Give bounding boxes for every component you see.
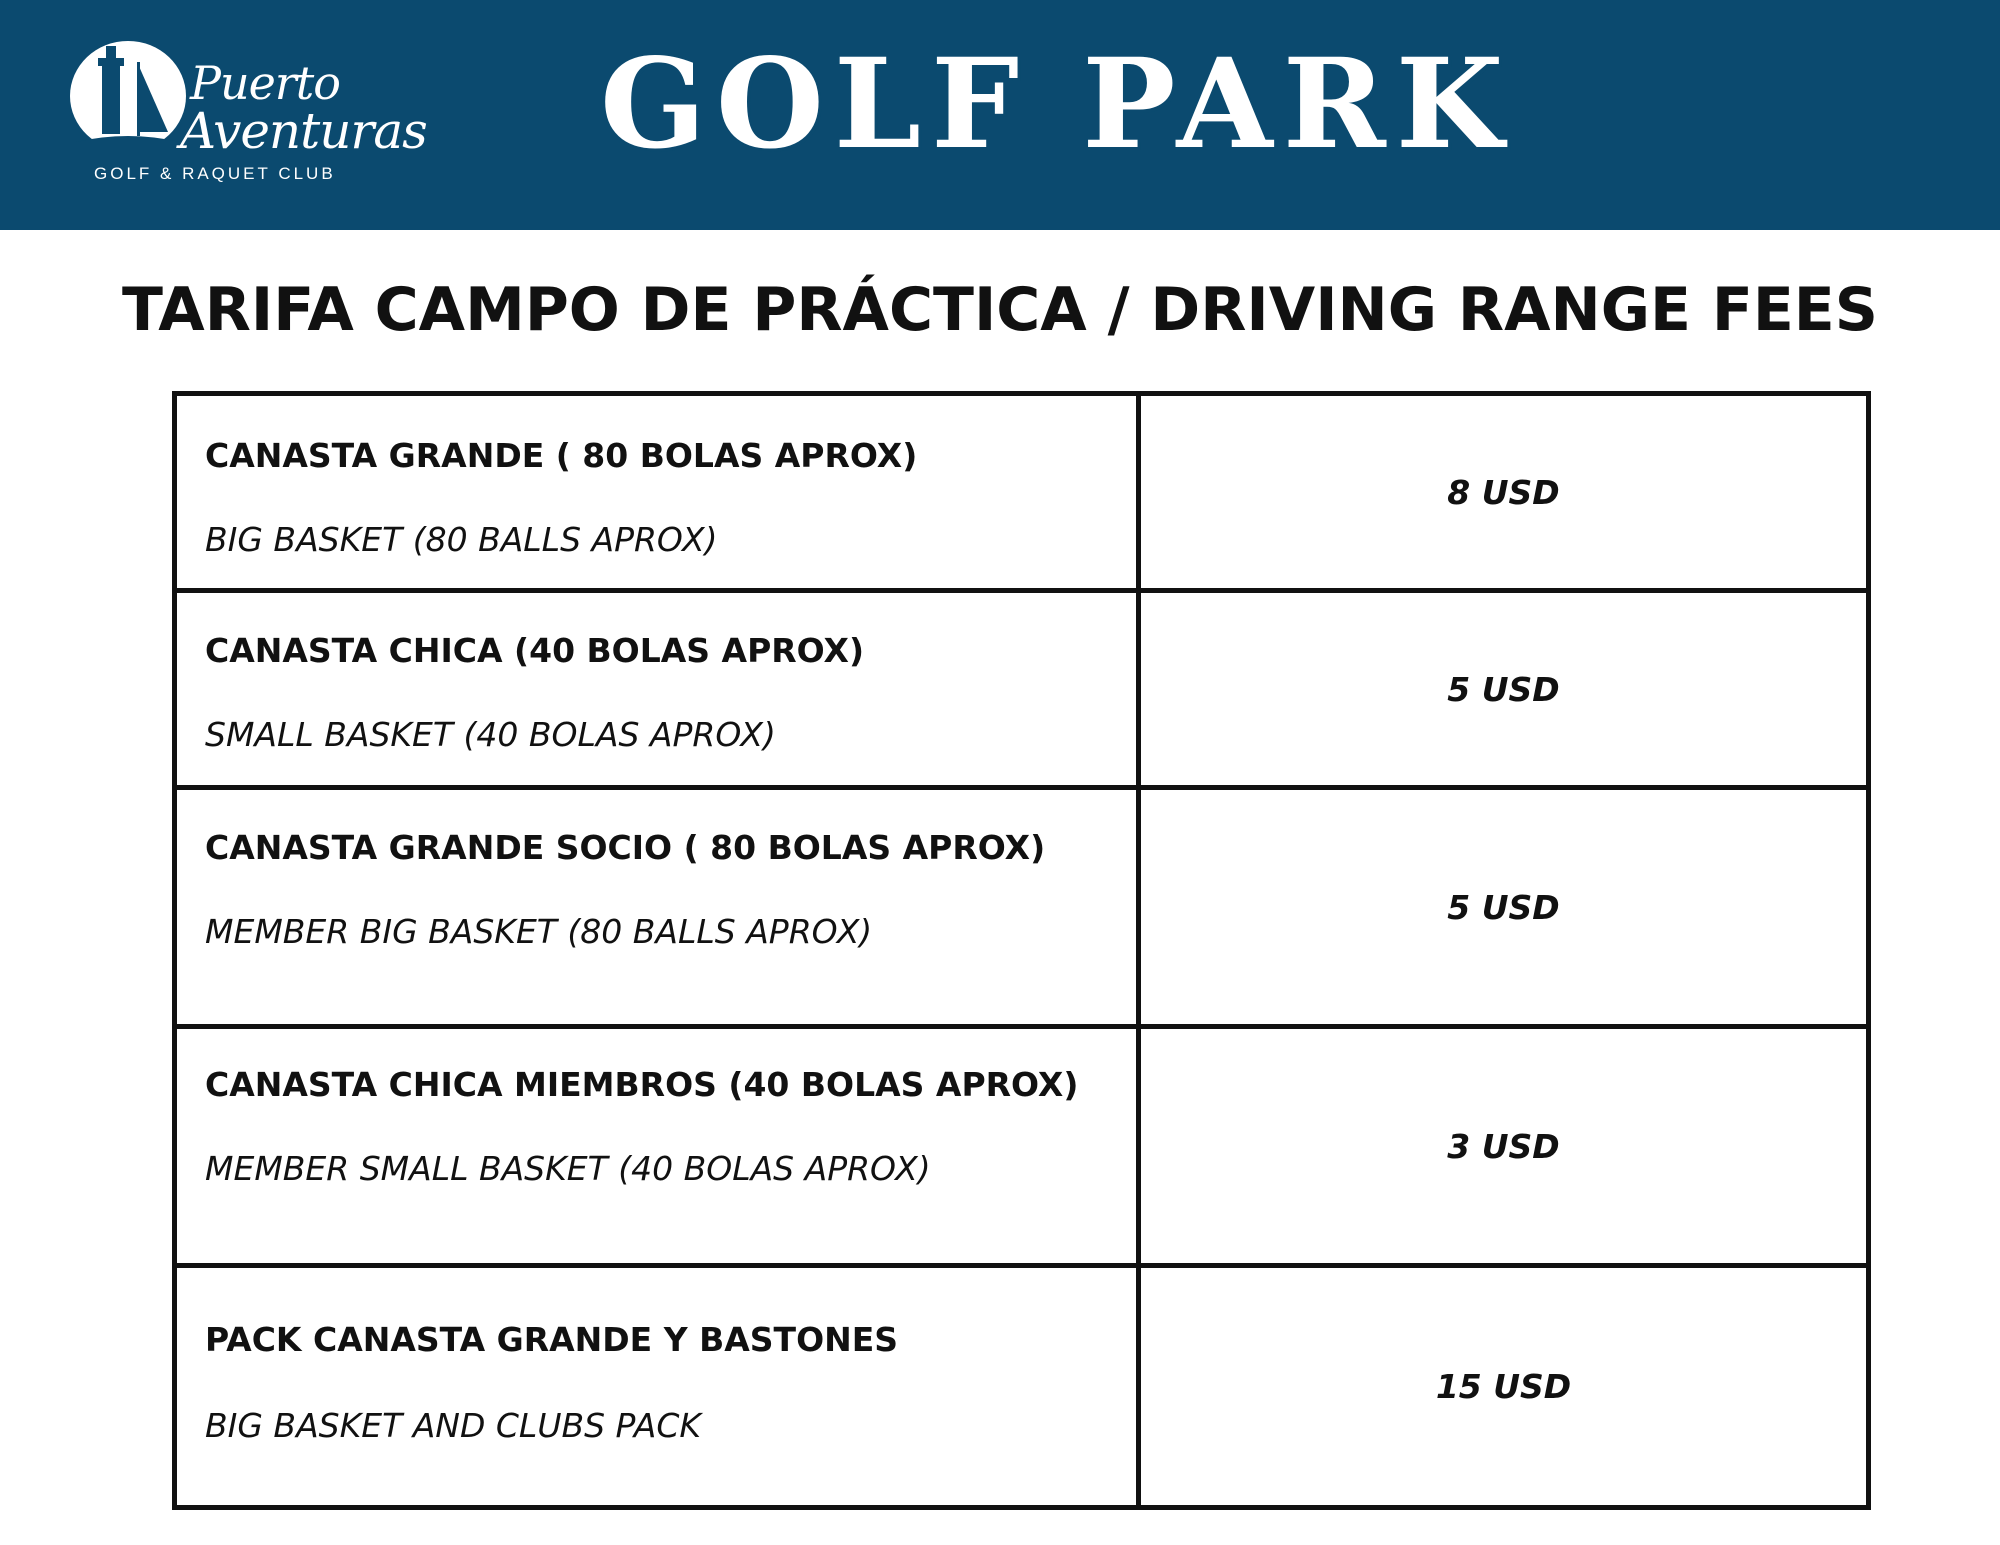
fee-price: 8 USD [1139, 394, 1869, 591]
fee-name-es: PACK CANASTA GRANDE Y BASTONES [205, 1320, 899, 1359]
fee-row [175, 591, 1869, 788]
logo-name-line2: Aventuras [180, 102, 427, 160]
fee-name-en: MEMBER SMALL BASKET (40 BOLAS APROX) [205, 1149, 931, 1188]
fee-name-en: BIG BASKET (80 BALLS APROX) [205, 520, 718, 559]
fee-name-es: CANASTA GRANDE ( 80 BOLAS APROX) [205, 436, 918, 475]
fee-row [175, 788, 1869, 1027]
logo-name-line1: Puerto [190, 56, 340, 110]
fee-name-en: BIG BASKET AND CLUBS PACK [205, 1406, 702, 1445]
fee-row [175, 394, 1869, 591]
fee-price: 15 USD [1139, 1266, 1869, 1508]
logo-subtitle: GOLF & RAQUET CLUB [94, 164, 336, 183]
lighthouse-sailboat-icon [68, 34, 188, 164]
fee-name-es: CANASTA GRANDE SOCIO ( 80 BOLAS APROX) [205, 828, 1046, 867]
header-banner [0, 0, 2000, 230]
fee-name-es: CANASTA CHICA (40 BOLAS APROX) [205, 631, 865, 670]
golf-park-title: GOLF PARK [600, 32, 1514, 177]
fee-row [175, 1266, 1869, 1508]
fee-description-cell [175, 394, 1139, 591]
fee-name-en: SMALL BASKET (40 BOLAS APROX) [205, 715, 776, 754]
fee-price: 3 USD [1139, 1027, 1869, 1266]
fee-description-cell [175, 1266, 1139, 1508]
fee-name-en: MEMBER BIG BASKET (80 BALLS APROX) [205, 912, 873, 951]
fee-row [175, 1027, 1869, 1266]
fee-price: 5 USD [1139, 591, 1869, 788]
fee-description-cell [175, 1027, 1139, 1266]
fee-name-es: CANASTA CHICA MIEMBROS (40 BOLAS APROX) [205, 1065, 1079, 1104]
fee-description-cell [175, 788, 1139, 1027]
club-logo [68, 34, 427, 194]
fee-price: 5 USD [1139, 788, 1869, 1027]
fees-table [172, 391, 1871, 1510]
fee-description-cell [175, 591, 1139, 788]
page-heading: TARIFA CAMPO DE PRÁCTICA / DRIVING RANGE FEES [121, 275, 1879, 345]
